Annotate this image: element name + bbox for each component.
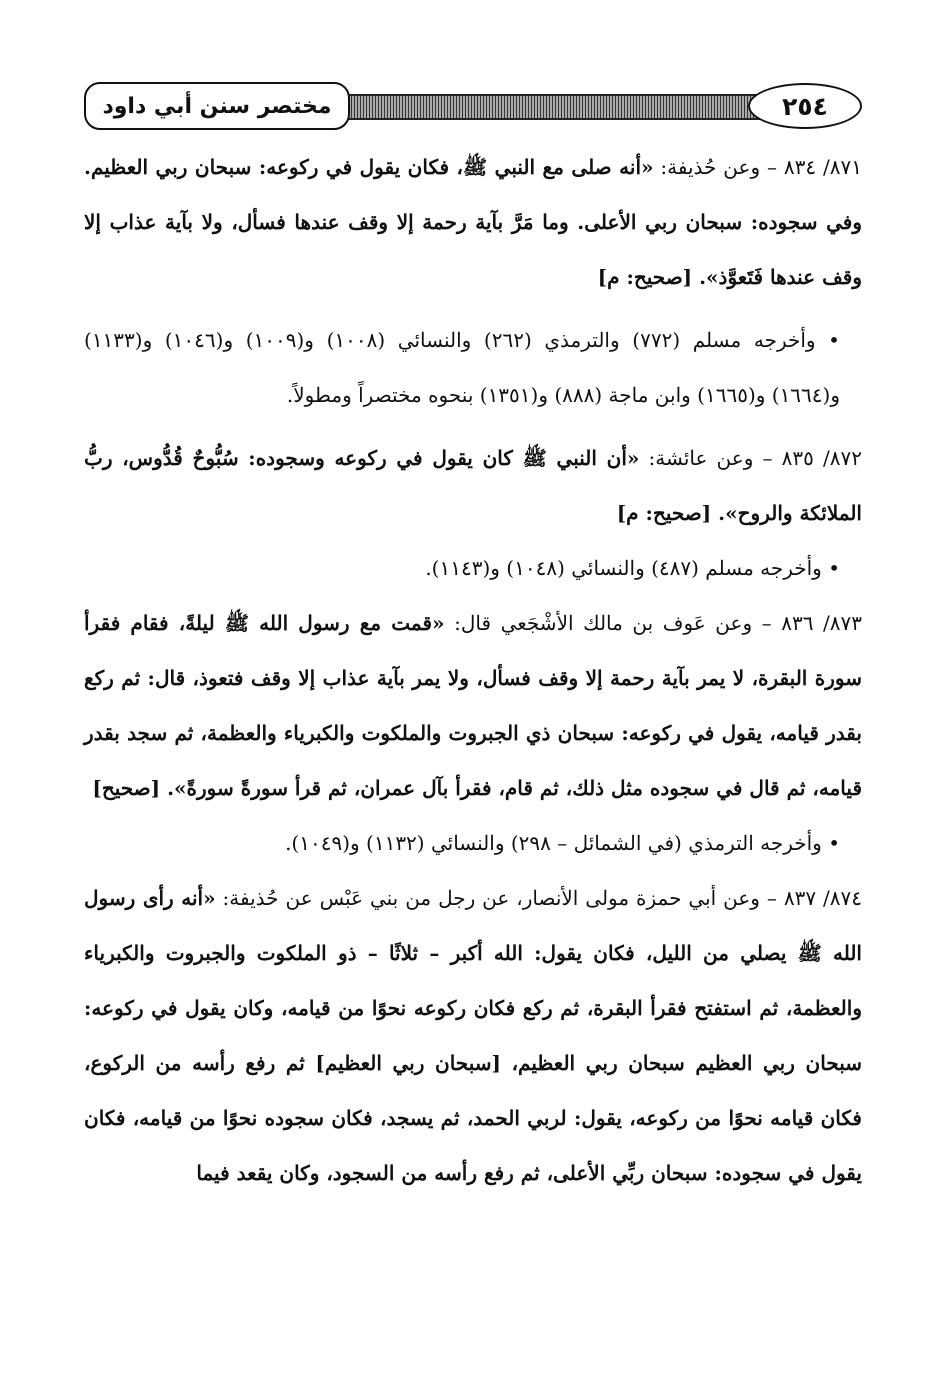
- hadith-872-text: «أن النبي ﷺ كان يقول في ركوعه وسجوده: سُبُّوحٌ قُدُّوس، ربُّ الملائكة والروح». [صحيح: م]: [84, 446, 862, 525]
- hadith-873-lead: ٨٧٣/ ٨٣٦ – وعن عَوف بن مالك الأشْجَعي قال:: [444, 611, 862, 635]
- takhrij-871: • وأخرجه مسلم (٧٧٢) والترمذي (٢٦٢) والنسائي (١٠٠٨) و(١٠٠٩) و(١٠٤٦) و(١١٣٣) و(١٦٦٤) و(١٦٦٥) وابن ماجة (٨٨٨) و(١٣٥١) بنحوه مختصراً ومطولاً.: [84, 328, 840, 407]
- hadith-871-text: «أنه صلى مع النبي ﷺ، فكان يقول في ركوعه: سبحان ربي العظيم. وفي سجوده: سبحان ربي الأعلى. وما مَرَّ بآية رحمة إلا وقف عندها فسأل، ولا بآية عذاب إلا وقف عندها فَتَعوَّذ». [صحيح: م]: [84, 155, 862, 289]
- hadith-873: [84, 596, 862, 816]
- takhrij-872: • وأخرجه مسلم (٤٨٧) والنسائي (١٠٤٨) و(١١٤٣).: [425, 556, 840, 580]
- hadith-871-lead: ٨٧١/ ٨٣٤ – وعن حُذيفة:: [653, 155, 862, 179]
- book-title: مختصر سنن أبي داود: [102, 93, 332, 119]
- hadith-874-text: «أنه رأى رسول الله ﷺ يصلي من الليل، فكان يقول: الله أكبر – ثلاثًا – ذو الملكوت والجبروت والكبرياء والعظمة، ثم استفتح فقرأ البقرة، ثم ركع فكان ركوعه نحوًا من قيامه، وكان يقول في ركوعه: سبحان ربي العظيم سبحان ربي العظيم، [سبحان ربي العظيم] ثم رفع رأسه من الركوع، فكان قيامه نحوًا من ركوعه، يقول: لربي الحمد، ثم يسجد، فكان سجوده نحوًا من قيامه، فكان يقول في سجوده: سبحان ربِّي الأعلى، ثم رفع رأسه من السجود، وكان يقعد فيما: [84, 886, 862, 1185]
- page-number-oval: [748, 83, 862, 129]
- hadith-873-text: «قمت مع رسول الله ﷺ ليلةً، فقام فقرأ سورة البقرة، لا يمر بآية رحمة إلا وقف فسأل، ولا يمر بآية عذاب إلا وقف فتعوذ، قال: ثم ركع بقدر قيامه، يقول في ركوعه: سبحان ذي الجبروت والملكوت والكبرياء والعظمة، ثم سجد بقدر قيامه، ثم قال في سجوده مثل ذلك، ثم قام، فقرأ بآل عمران، ثم قرأ سورةً سورةً». [صحيح]: [84, 611, 862, 800]
- hadith-874-lead: ٨٧٤/ ٨٣٧ – وعن أبي حمزة مولى الأنصار، عن رجل من بني عَبْس عن حُذيفة:: [215, 886, 863, 910]
- hadith-874: [84, 871, 862, 1201]
- page-content: [84, 140, 862, 1201]
- hadith-872: [84, 431, 862, 541]
- page-number: ٢٥٤: [782, 91, 828, 121]
- header-decorative-band: [324, 94, 776, 120]
- takhrij-873: • وأخرجه الترمذي (في الشمائل – ٢٩٨) والنسائي (١١٣٢) و(١٠٤٩).: [285, 831, 840, 855]
- book-title-box: [84, 82, 350, 130]
- hadith-872-lead: ٨٧٢/ ٨٣٥ – وعن عائشة:: [639, 446, 862, 470]
- page-header: [84, 82, 862, 130]
- hadith-871: [84, 140, 862, 305]
